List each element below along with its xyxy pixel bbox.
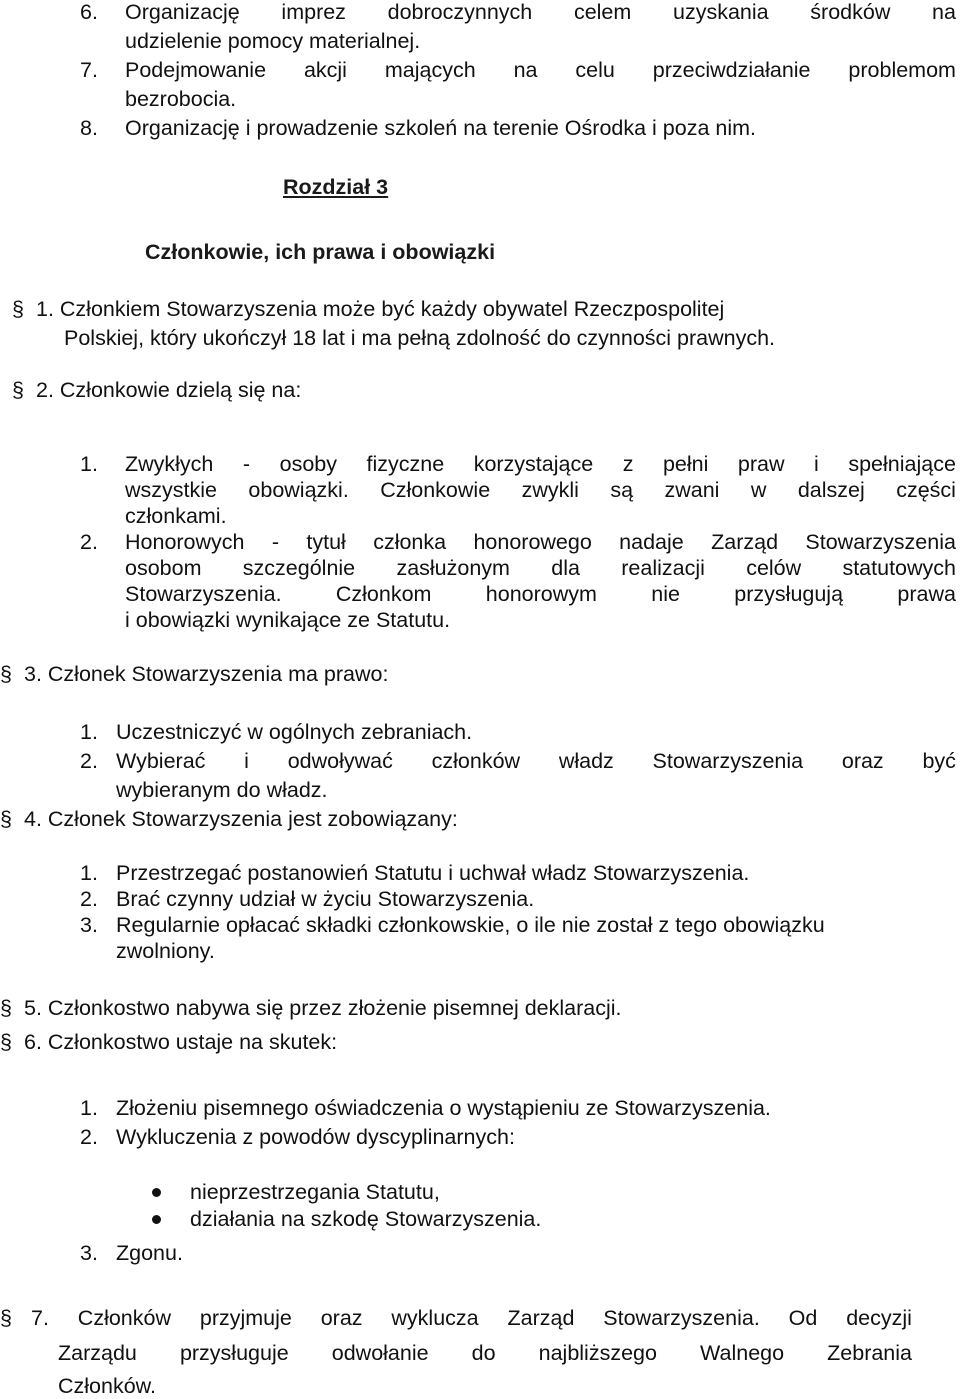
list-item-line: Honorowych - tytuł członka honorowego nadaje Zarząd Stowarzyszenia (125, 530, 956, 554)
list-number: 6. (80, 0, 98, 24)
list-item-line: Brać czynny udział w życiu Stowarzyszenia. (116, 887, 535, 911)
list-number: 2. (80, 530, 98, 554)
list-item-line: Organizację imprez dobroczynnych celem uzyskania środków na (125, 0, 956, 24)
list-number: 1. (80, 452, 98, 476)
bullet-icon (152, 1188, 161, 1197)
chapter-number: Rozdział 3 (283, 175, 389, 199)
list-item-line: wybieranym do władz. (116, 778, 328, 802)
list-number: 3. (80, 1241, 98, 1265)
section-text: 1. Członkiem Stowarzyszenia może być każdy obywatel Rzeczpospolitej (36, 297, 725, 321)
list-item-line: udzielenie pomocy materialnej. (125, 29, 421, 53)
bullet-item: nieprzestrzegania Statutu, (190, 1180, 440, 1204)
section-mark: § (0, 996, 12, 1020)
bullet-icon (152, 1215, 161, 1224)
list-number: 3. (80, 913, 98, 937)
section-mark: § (0, 1306, 12, 1330)
list-item-line: Regularnie opłacać składki członkowskie, o ile nie został z tego obowiązku (116, 913, 825, 937)
chapter-title: Członkowie, ich prawa i obowiązki (145, 240, 496, 264)
list-item-line: Stowarzyszenia. Członkom honorowym nie przysługują prawa (125, 582, 956, 606)
bullet-item: działania na szkodę Stowarzyszenia. (190, 1207, 542, 1231)
section-text: Polskiej, który ukończył 18 lat i ma pełną zdolność do czynności prawnych. (64, 326, 776, 350)
section-text: 5. Członkostwo nabywa się przez złożenie pisemnej deklaracji. (24, 996, 622, 1020)
section-text: 6. Członkostwo ustaje na skutek: (24, 1030, 338, 1054)
section-text: Członków. (58, 1374, 156, 1398)
section-text: Zarządu przysługuje odwołanie do najbliższego Walnego Zebrania (58, 1341, 912, 1365)
section-text: 4. Członek Stowarzyszenia jest zobowiązany: (24, 807, 458, 831)
list-item-line: Uczestniczyć w ogólnych zebraniach. (116, 720, 473, 744)
list-item-line: Złożeniu pisemnego oświadczenia o wystąpieniu ze Stowarzyszenia. (116, 1096, 771, 1120)
list-item-line: wszystkie obowiązki. Członkowie zwykli są zwani w dalszej części (125, 478, 956, 502)
list-item-line: Wybierać i odwoływać członków władz Stowarzyszenia oraz być (116, 749, 956, 773)
list-item-line: Wykluczenia z powodów dyscyplinarnych: (116, 1125, 515, 1149)
section-mark: § (12, 297, 24, 321)
list-item-line: Organizację i prowadzenie szkoleń na terenie Ośrodka i poza nim. (125, 116, 756, 140)
list-number: 8. (80, 116, 98, 140)
list-item-line: osobom szczególnie zasłużonym dla realizacji celów statutowych (125, 556, 956, 580)
list-item-line: Zgonu. (116, 1241, 183, 1265)
list-number: 7. (80, 58, 98, 82)
list-item-line: członkami. (125, 504, 227, 528)
section-text: 3. Członek Stowarzyszenia ma prawo: (24, 662, 389, 686)
list-number: 2. (80, 749, 98, 773)
list-number: 2. (80, 887, 98, 911)
list-number: 1. (80, 720, 98, 744)
list-number: 1. (80, 861, 98, 885)
section-mark: § (0, 1030, 12, 1054)
section-text: 2. Członkowie dzielą się na: (36, 378, 302, 402)
list-item-line: Zwykłych - osoby fizyczne korzystające z pełni praw i spełniające (125, 452, 956, 476)
list-item-line: Przestrzegać postanowień Statutu i uchwał władz Stowarzyszenia. (116, 861, 750, 885)
list-item-line: Podejmowanie akcji mających na celu przeciwdziałanie problemom (125, 58, 956, 82)
list-item-line: zwolniony. (116, 939, 215, 963)
section-text: 7. Członków przyjmuje oraz wyklucza Zarząd Stowarzyszenia. Od decyzji (31, 1306, 912, 1330)
section-mark: § (0, 807, 12, 831)
list-item-line: i obowiązki wynikające ze Statutu. (125, 608, 451, 632)
list-number: 2. (80, 1125, 98, 1149)
list-item-line: bezrobocia. (125, 87, 237, 111)
section-mark: § (0, 662, 12, 686)
section-mark: § (12, 378, 24, 402)
list-number: 1. (80, 1096, 98, 1120)
